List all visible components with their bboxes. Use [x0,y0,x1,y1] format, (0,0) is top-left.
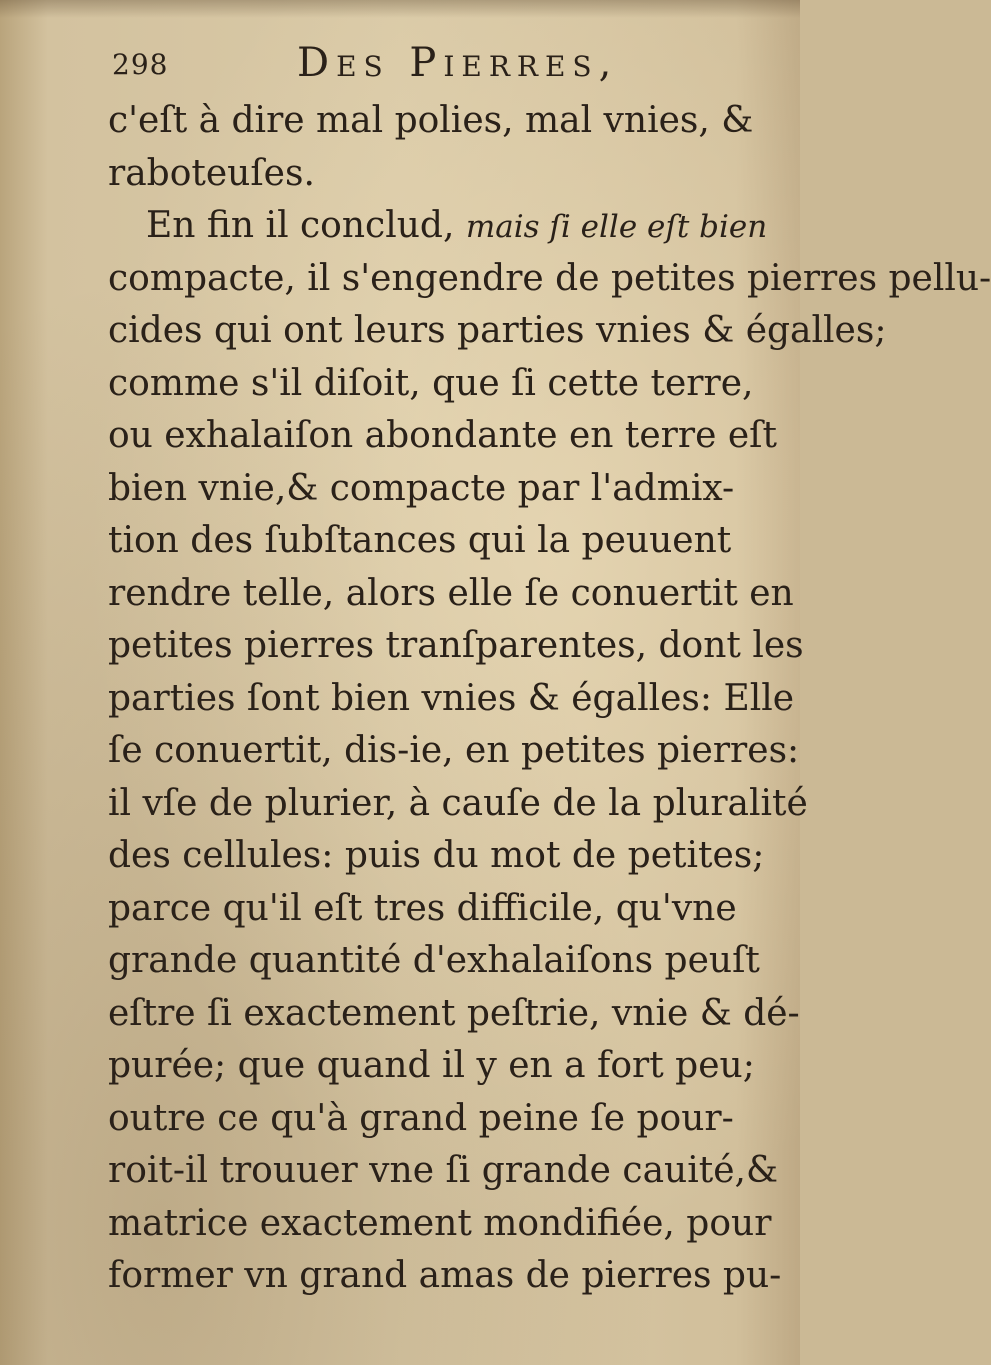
text-line-2: raboteuſes. [108,152,315,194]
text-line-19: purée; que quand il y en a fort peu; [108,1045,755,1086]
body-text [108,95,991,1303]
text-line-4: compacte, il s'engendre de petites pierres pellu- [108,257,991,299]
text-line-7: ou exhalaiſon abondante en terre eſt [108,415,777,456]
text-line-23: former vn grand amas de pierres pu- [108,1255,782,1296]
text-line-20: outre ce qu'à grand peine ſe pour- [108,1097,734,1139]
text-line-15: des cellules: puis du mot de petites; [108,835,765,876]
text-line-3-italic: mais ſi elle eſt bien [465,209,768,245]
text-line-5: cides qui ont leurs parties vnies & égalles; [108,310,887,351]
text-line-18: eſtre ſi exactement peſtrie, vnie & dé- [108,992,800,1034]
text-line-21: roit-il trouuer vne ſi grande cauité,& [108,1150,779,1191]
text-line-22: matrice exactement mondifiée, pour [108,1202,772,1244]
text-line-10: rendre telle, alors elle ſe conuertit en [108,572,794,614]
text-line-3 [108,200,770,253]
running-title: Des Pierres, [297,40,619,86]
page-header [112,40,672,90]
text-line-13: ſe conuertit, dis-ie, en petites pierres: [108,730,800,771]
page-number: 298 [112,48,169,81]
text-line-12: parties ſont bien vnies & égalles: Elle [108,677,795,719]
text-line-1: c'eſt à dire mal polies, mal vnies, & [108,100,754,141]
text-line-6: comme s'il diſoit, que ſi cette terre, [108,362,754,404]
text-line-17: grande quantité d'exhalaiſons peuſt [108,940,760,981]
text-line-11: petites pierres tranſparentes, dont les [108,625,804,666]
text-line-8: bien vnie,& compacte par l'admix- [108,467,735,509]
page-edge-shadow [0,0,800,18]
text-line-3-roman: En fin il conclud, [146,205,466,246]
text-line-9: tion des ſubſtances qui la peuuent [108,520,732,561]
text-line-14: il vſe de plurier, à cauſe de la pluralité [108,782,808,824]
text-line-16: parce qu'il eſt tres difficile, qu'vne [108,887,737,929]
